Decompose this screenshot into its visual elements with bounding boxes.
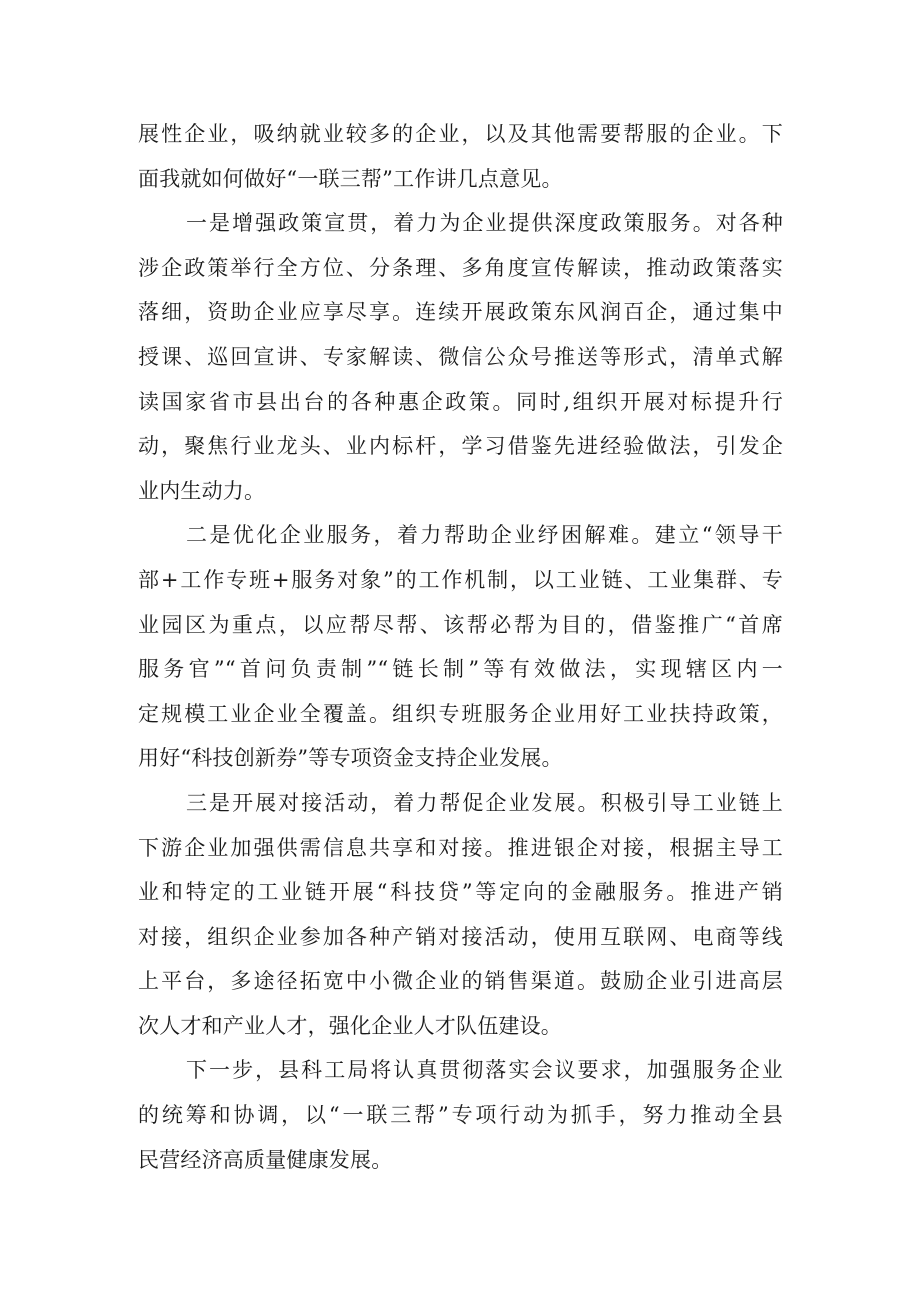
text-line: 部+工作专班+服务对象”的工作机制，以工业链、工业集群、专 xyxy=(138,567,783,592)
text-line: 对接，组织企业参加各种产销对接活动，使用互联网、电商等线 xyxy=(138,924,783,949)
text-line: 下一步，县科工局将认真贯彻落实会议要求，加强服务企业 xyxy=(186,1058,783,1083)
text-line: 一是增强政策宣贯，着力为企业提供深度政策服务。对各种 xyxy=(186,211,783,236)
paragraph-4 xyxy=(138,781,783,1049)
paragraph-2 xyxy=(138,201,783,513)
text-line: 业和特定的工业链开展“科技贷”等定向的金融服务。推进产销 xyxy=(138,880,783,905)
paragraph-1 xyxy=(138,112,783,201)
text-line: 服务官”“首问负责制”“链长制”等有效做法，实现辖区内一 xyxy=(138,657,783,682)
text-line: 涉企政策举行全方位、分条理、多角度宣传解读，推动政策落实 xyxy=(138,255,783,280)
text-line: 面我就如何做好“一联三帮”工作讲几点意见。 xyxy=(138,166,563,191)
text-line: 动，聚焦行业龙头、业内标杆，学习借鉴先进经验做法，引发企 xyxy=(138,434,783,459)
paragraph-5 xyxy=(138,1048,783,1182)
text-line: 业内生动力。 xyxy=(138,478,266,503)
text-line: 落细，资助企业应享尽享。连续开展政策东风润百企，通过集中 xyxy=(138,300,783,325)
text-line: 展性企业，吸纳就业较多的企业，以及其他需要帮服的企业。下 xyxy=(138,122,783,146)
text-line: 次人才和产业人才，强化企业人才队伍建设。 xyxy=(138,1013,562,1038)
text-line: 用好“科技创新券”等专项资金支持企业发展。 xyxy=(138,746,563,771)
paragraph-3 xyxy=(138,513,783,781)
text-line: 下游企业加强供需信息共享和对接。推进银企对接，根据主导工 xyxy=(138,835,783,860)
text-line: 定规模工业企业全覆盖。组织专班服务企业用好工业扶持政策， xyxy=(138,701,783,726)
text-line: 读国家省市县出台的各种惠企政策。同时,组织开展对标提升行 xyxy=(138,389,783,414)
text-line: 三是开展对接活动，着力帮促企业发展。积极引导工业链上 xyxy=(186,790,783,815)
text-line: 的统筹和协调，以“一联三帮”专项行动为抓手，努力推动全县 xyxy=(138,1103,783,1128)
document-body xyxy=(138,112,783,1182)
text-line: 民营经济高质量健康发展。 xyxy=(138,1147,393,1172)
text-line: 上平台，多途径拓宽中小微企业的销售渠道。鼓励企业引进高层 xyxy=(138,969,783,994)
text-line: 业园区为重点，以应帮尽帮、该帮必帮为目的，借鉴推广“首席 xyxy=(138,612,783,637)
text-line: 二是优化企业服务，着力帮助企业纾困解难。建立“领导干 xyxy=(186,523,783,548)
text-line: 授课、巡回宣讲、专家解读、微信公众号推送等形式，清单式解 xyxy=(138,344,783,369)
